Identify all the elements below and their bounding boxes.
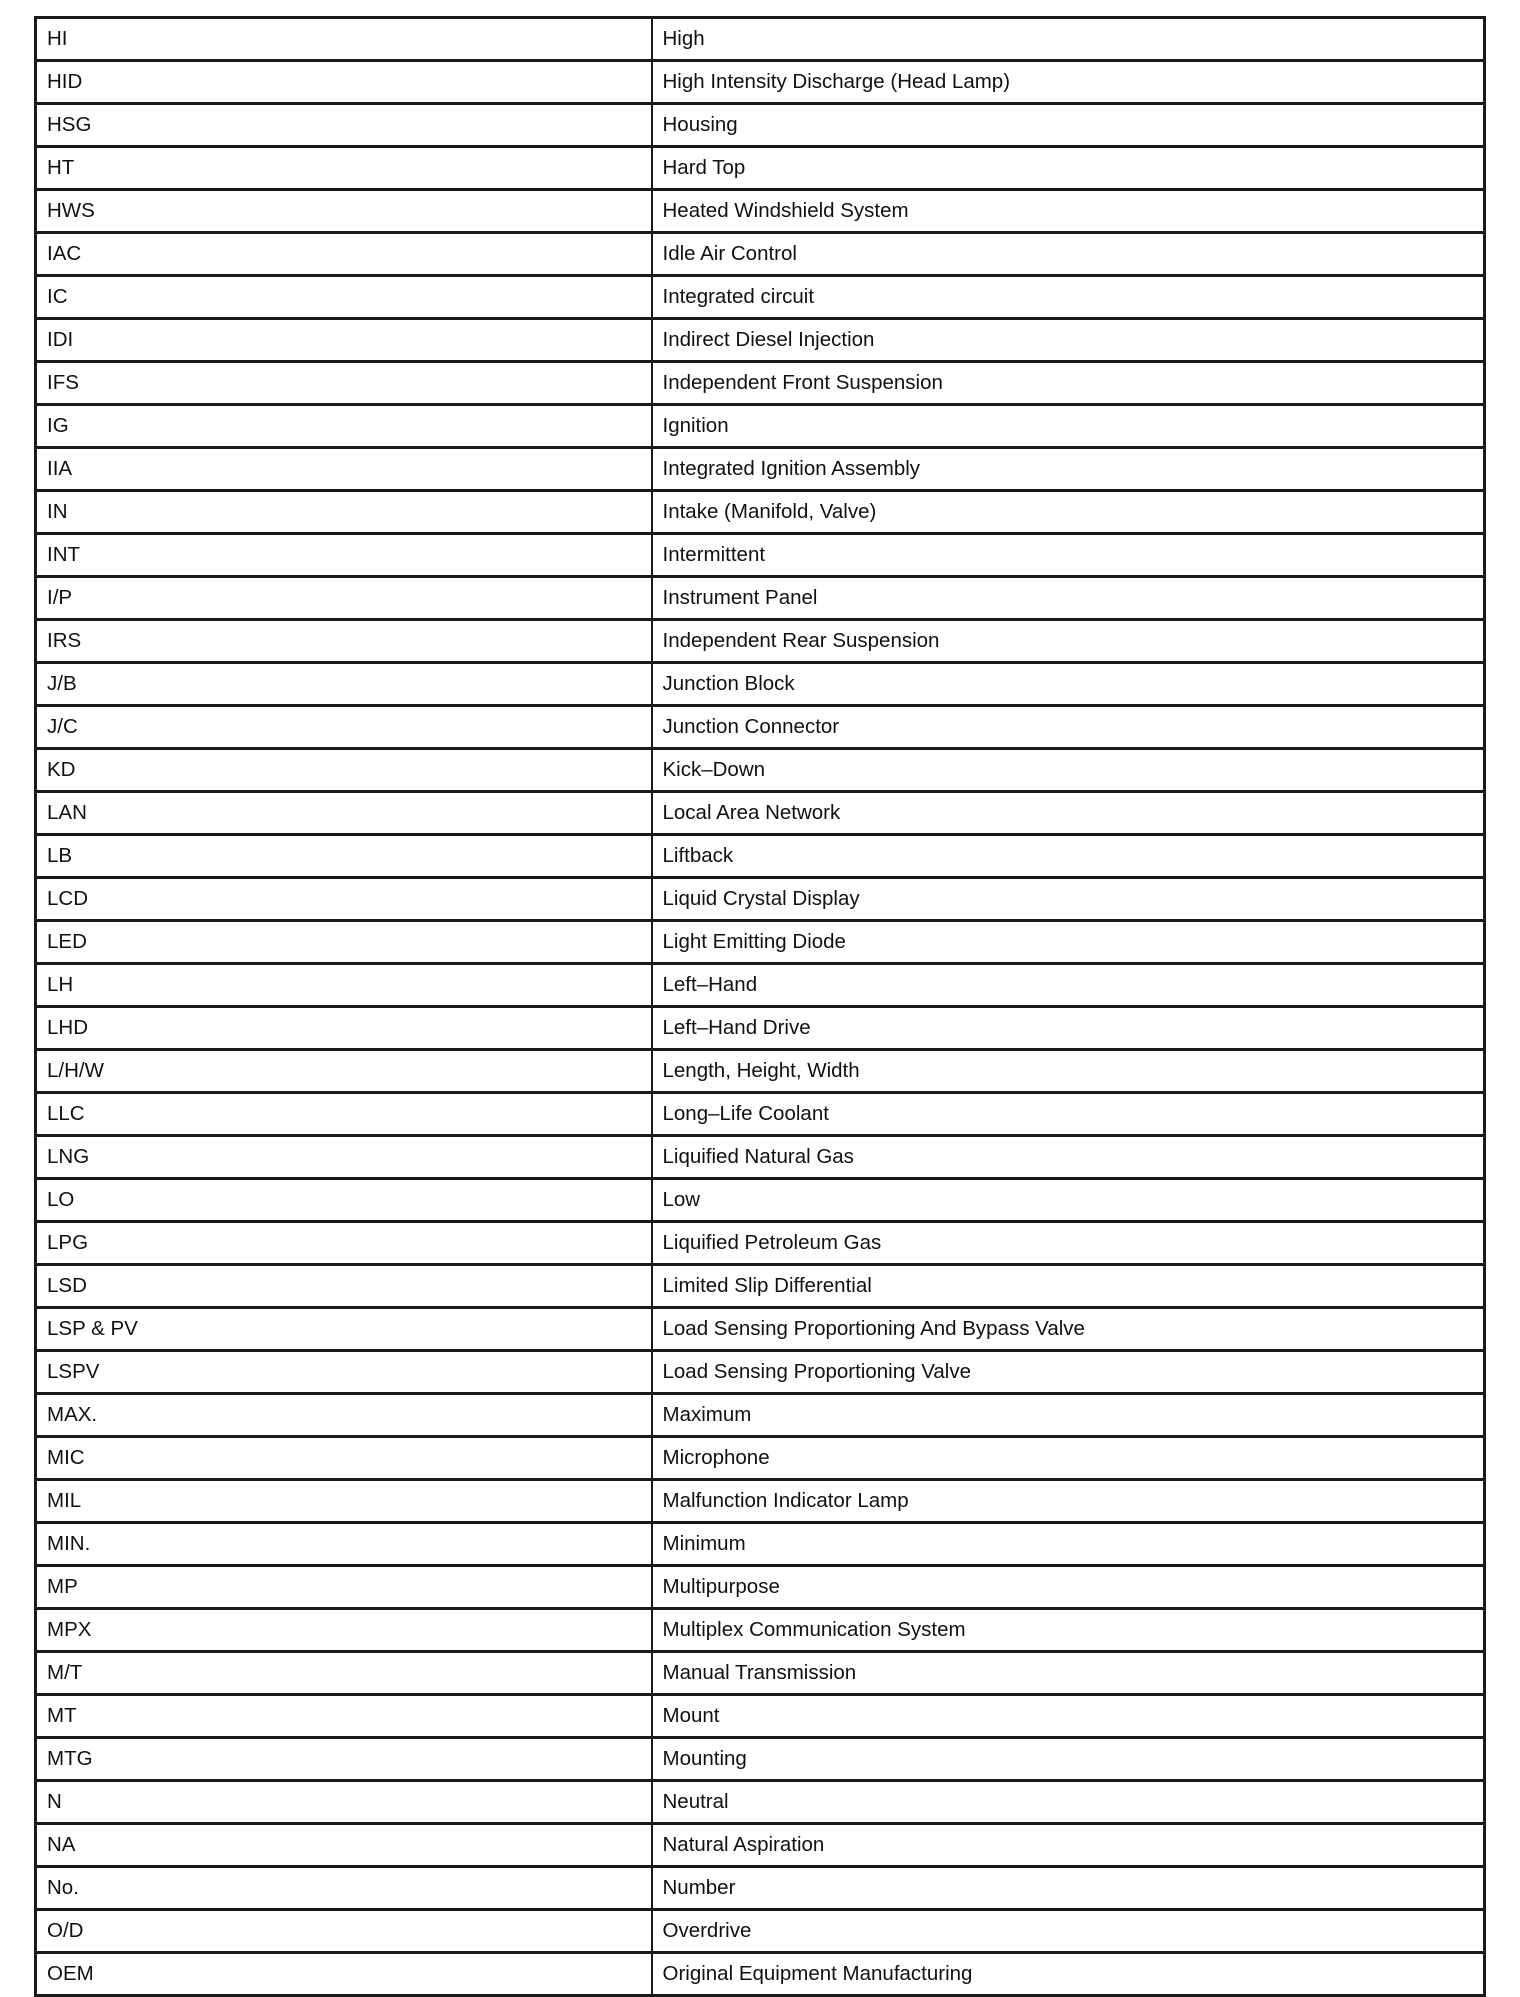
meaning-cell: Low [652, 1179, 1485, 1222]
meaning-cell: Liquid Crystal Display [652, 878, 1485, 921]
table-row [36, 1050, 1485, 1093]
abbreviation-cell: MAX. [36, 1394, 652, 1437]
meaning-cell: Liquified Petroleum Gas [652, 1222, 1485, 1265]
table-row [36, 1953, 1485, 1996]
abbreviation-cell: O/D [36, 1910, 652, 1953]
table-row [36, 1179, 1485, 1222]
table-row [36, 749, 1485, 792]
table-row [36, 1652, 1485, 1695]
meaning-cell: Load Sensing Proportioning And Bypass Valve [652, 1308, 1485, 1351]
abbreviation-cell: LAN [36, 792, 652, 835]
meaning-cell: Heated Windshield System [652, 190, 1485, 233]
abbreviation-cell: LED [36, 921, 652, 964]
abbreviation-cell: HSG [36, 104, 652, 147]
abbreviation-cell: IG [36, 405, 652, 448]
meaning-cell: High Intensity Discharge (Head Lamp) [652, 61, 1485, 104]
abbreviation-cell: J/B [36, 663, 652, 706]
table-row [36, 1867, 1485, 1910]
meaning-cell: Kick–Down [652, 749, 1485, 792]
abbreviation-cell: HWS [36, 190, 652, 233]
meaning-cell: Multipurpose [652, 1566, 1485, 1609]
table-row [36, 534, 1485, 577]
meaning-cell: Liquified Natural Gas [652, 1136, 1485, 1179]
abbreviation-cell: IFS [36, 362, 652, 405]
abbreviation-cell: NA [36, 1824, 652, 1867]
table-row [36, 18, 1485, 61]
abbreviation-cell: M/T [36, 1652, 652, 1695]
abbreviation-cell: L/H/W [36, 1050, 652, 1093]
meaning-cell: Liftback [652, 835, 1485, 878]
meaning-cell: Limited Slip Differential [652, 1265, 1485, 1308]
table-row [36, 319, 1485, 362]
meaning-cell: Mount [652, 1695, 1485, 1738]
abbreviation-cell: I/P [36, 577, 652, 620]
meaning-cell: Manual Transmission [652, 1652, 1485, 1695]
table-row [36, 1480, 1485, 1523]
meaning-cell: Original Equipment Manufacturing [652, 1953, 1485, 1996]
abbreviation-cell: IC [36, 276, 652, 319]
abbreviation-cell: IRS [36, 620, 652, 663]
meaning-cell: Maximum [652, 1394, 1485, 1437]
table-row [36, 1437, 1485, 1480]
table-row [36, 491, 1485, 534]
table-row [36, 921, 1485, 964]
abbreviation-cell: LSPV [36, 1351, 652, 1394]
abbreviation-cell: HT [36, 147, 652, 190]
abbreviation-cell: MTG [36, 1738, 652, 1781]
table-row [36, 1222, 1485, 1265]
abbreviation-cell: No. [36, 1867, 652, 1910]
table-row [36, 1738, 1485, 1781]
abbreviation-cell: LNG [36, 1136, 652, 1179]
abbreviation-cell: LO [36, 1179, 652, 1222]
table-row [36, 835, 1485, 878]
abbreviation-cell: IIA [36, 448, 652, 491]
meaning-cell: Ignition [652, 405, 1485, 448]
abbreviation-cell: LCD [36, 878, 652, 921]
meaning-cell: Malfunction Indicator Lamp [652, 1480, 1485, 1523]
table-row [36, 663, 1485, 706]
meaning-cell: Left–Hand [652, 964, 1485, 1007]
meaning-cell: Integrated circuit [652, 276, 1485, 319]
meaning-cell: Natural Aspiration [652, 1824, 1485, 1867]
table-row [36, 1695, 1485, 1738]
table-row [36, 104, 1485, 147]
table-row [36, 233, 1485, 276]
table-row [36, 276, 1485, 319]
meaning-cell: High [652, 18, 1485, 61]
table-row [36, 1781, 1485, 1824]
meaning-cell: Length, Height, Width [652, 1050, 1485, 1093]
meaning-cell: Left–Hand Drive [652, 1007, 1485, 1050]
meaning-cell: Hard Top [652, 147, 1485, 190]
meaning-cell: Independent Front Suspension [652, 362, 1485, 405]
abbreviation-cell: LPG [36, 1222, 652, 1265]
abbreviation-cell: IN [36, 491, 652, 534]
table-row [36, 792, 1485, 835]
abbreviation-cell: HID [36, 61, 652, 104]
abbreviation-cell: J/C [36, 706, 652, 749]
table-row [36, 1523, 1485, 1566]
abbreviation-cell: MIC [36, 1437, 652, 1480]
abbreviation-cell: LB [36, 835, 652, 878]
table-row [36, 1136, 1485, 1179]
meaning-cell: Minimum [652, 1523, 1485, 1566]
table-row [36, 1566, 1485, 1609]
table-row [36, 448, 1485, 491]
table-row [36, 620, 1485, 663]
abbreviation-cell: MIL [36, 1480, 652, 1523]
abbreviation-cell: OEM [36, 1953, 652, 1996]
table-row [36, 362, 1485, 405]
abbreviation-cell: KD [36, 749, 652, 792]
table-row [36, 61, 1485, 104]
meaning-cell: Junction Block [652, 663, 1485, 706]
table-row [36, 706, 1485, 749]
abbreviation-cell: MIN. [36, 1523, 652, 1566]
table-row [36, 1824, 1485, 1867]
abbreviation-cell: LHD [36, 1007, 652, 1050]
meaning-cell: Indirect Diesel Injection [652, 319, 1485, 362]
abbreviations-table-body [36, 18, 1485, 1996]
table-row [36, 1093, 1485, 1136]
abbreviation-cell: MT [36, 1695, 652, 1738]
meaning-cell: Number [652, 1867, 1485, 1910]
meaning-cell: Junction Connector [652, 706, 1485, 749]
meaning-cell: Independent Rear Suspension [652, 620, 1485, 663]
abbreviation-cell: LLC [36, 1093, 652, 1136]
table-row [36, 1308, 1485, 1351]
table-row [36, 577, 1485, 620]
table-row [36, 1351, 1485, 1394]
meaning-cell: Long–Life Coolant [652, 1093, 1485, 1136]
table-row [36, 878, 1485, 921]
meaning-cell: Microphone [652, 1437, 1485, 1480]
table-row [36, 1265, 1485, 1308]
meaning-cell: Integrated Ignition Assembly [652, 448, 1485, 491]
meaning-cell: Neutral [652, 1781, 1485, 1824]
abbreviation-cell: LSD [36, 1265, 652, 1308]
table-row [36, 964, 1485, 1007]
meaning-cell: Multiplex Communication System [652, 1609, 1485, 1652]
table-row [36, 1007, 1485, 1050]
abbreviation-cell: HI [36, 18, 652, 61]
table-row [36, 405, 1485, 448]
table-row [36, 190, 1485, 233]
abbreviation-cell: INT [36, 534, 652, 577]
meaning-cell: Mounting [652, 1738, 1485, 1781]
meaning-cell: Intermittent [652, 534, 1485, 577]
abbreviation-cell: MPX [36, 1609, 652, 1652]
meaning-cell: Load Sensing Proportioning Valve [652, 1351, 1485, 1394]
meaning-cell: Instrument Panel [652, 577, 1485, 620]
abbreviation-cell: N [36, 1781, 652, 1824]
abbreviation-cell: LH [36, 964, 652, 1007]
abbreviation-cell: IAC [36, 233, 652, 276]
table-row [36, 1910, 1485, 1953]
meaning-cell: Local Area Network [652, 792, 1485, 835]
table-row [36, 1609, 1485, 1652]
table-row [36, 147, 1485, 190]
abbreviations-table [34, 16, 1486, 1997]
abbreviation-cell: MP [36, 1566, 652, 1609]
meaning-cell: Housing [652, 104, 1485, 147]
meaning-cell: Light Emitting Diode [652, 921, 1485, 964]
meaning-cell: Intake (Manifold, Valve) [652, 491, 1485, 534]
abbreviation-cell: LSP & PV [36, 1308, 652, 1351]
abbreviation-cell: IDI [36, 319, 652, 362]
meaning-cell: Overdrive [652, 1910, 1485, 1953]
meaning-cell: Idle Air Control [652, 233, 1485, 276]
table-row [36, 1394, 1485, 1437]
